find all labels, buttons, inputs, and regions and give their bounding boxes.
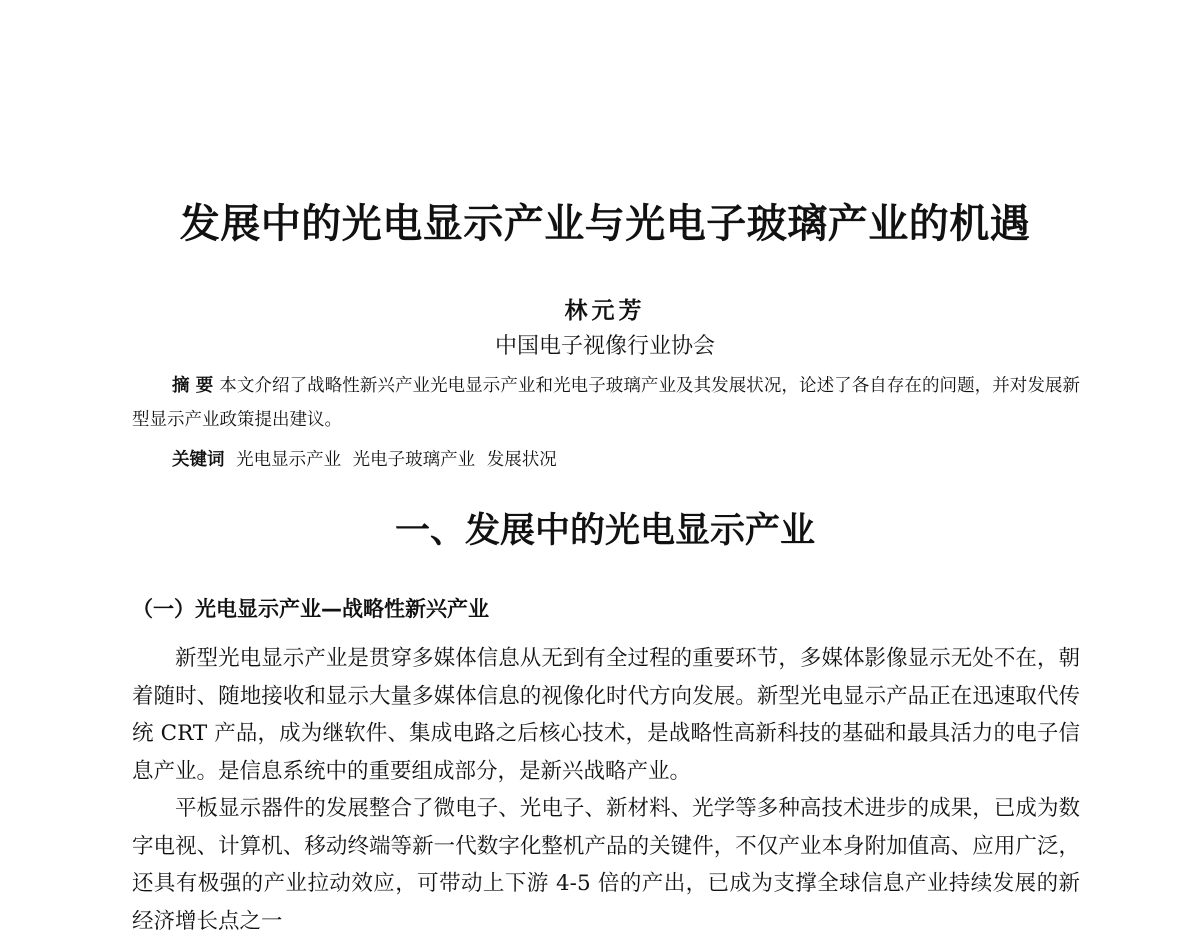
abstract	[132, 369, 1080, 437]
paper-title: 发展中的光电显示产业与光电子玻璃产业的机遇	[179, 201, 1031, 247]
abstract-label: 摘 要	[172, 376, 214, 396]
body-text	[132, 640, 1080, 940]
section-heading: 一、发展中的光电显示产业	[394, 511, 815, 551]
keywords-label: 关键词	[172, 450, 225, 470]
keywords	[172, 443, 1080, 477]
body-paragraph: 平板显示器件的发展整合了微电子、光电子、新材料、光学等多种高技术进步的成果，已成为数字电视、计算机、移动终端等新一代数字化整机产品的关键件，不仅产业本身附加值高、应用广泛，还具有极强的产业拉动效应，可带动上下游 4-5 倍的产出，已成为支撑全球信息产业持续发展的新经济增长点之一	[132, 796, 1080, 934]
body-paragraph: 新型光电显示产业是贯穿多媒体信息从无到有全过程的重要环节，多媒体影像显示无处不在，朝着随时、随地接收和显示大量多媒体信息的视像化时代方向发展。新型光电显示产品正在迅速取代传统 CRT 产品，成为继软件、集成电路之后核心技术，是战略性高新科技的基础和最具活力的电子信息产业。是信息系统中的重要组成部分，是新兴战略产业。	[132, 646, 1080, 784]
abstract-text: 本文介绍了战略性新兴产业光电显示产业和光电子玻璃产业及其发展状况，论述了各自存在的问题，并对发展新型显示产业政策提出建议。	[132, 376, 1080, 430]
author-name: 林元芳	[564, 297, 646, 324]
subsection-heading: （一）光电显示产业—战略性新兴产业	[132, 597, 489, 621]
keyword-item: 发展状况	[486, 450, 557, 470]
keyword-item: 光电子玻璃产业	[352, 450, 476, 470]
author-affiliation: 中国电子视像行业协会	[494, 334, 715, 359]
keyword-item: 光电显示产业	[236, 450, 342, 470]
